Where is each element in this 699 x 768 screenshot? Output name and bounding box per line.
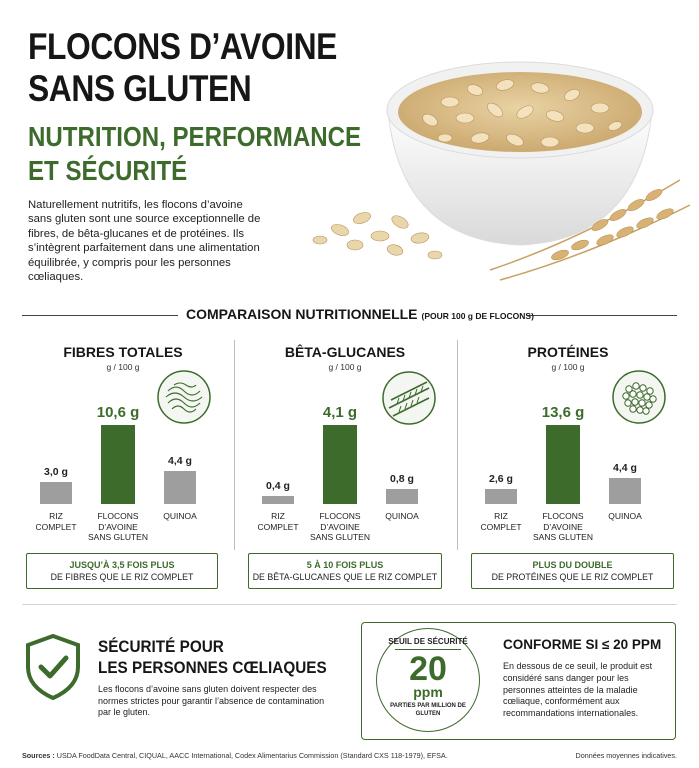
footer-note: Données moyennes indicatives. [575, 751, 677, 760]
intro-text: Naturellement nutritifs, les flocons d’avoine sans gluten sont une source exceptionnelle de fibres, de bêta-glucanes et de protéines. Ils s’intègrent parfaitement dans une alimentation équilibrée, y compris pour les personnes cœliaques. [28, 199, 261, 284]
category-label [145, 511, 215, 522]
bar-flocons-avoine [101, 425, 135, 504]
callout-proteines: PLUS DU DOUBLE DE PROTÉINES QUE LE RIZ COMPLET [471, 553, 674, 589]
data-label: 4,4 g [613, 462, 637, 475]
chart-unit: g / 100 g [106, 362, 140, 372]
chart-title: FIBRES TOTALES [63, 344, 183, 360]
category-label [367, 511, 437, 522]
category-label-line: RIZ [494, 511, 508, 521]
category-label-line: QUINOA [608, 511, 642, 521]
data-label: 3,0 g [44, 465, 68, 478]
category-label [528, 511, 598, 543]
data-label: 2,6 g [489, 472, 513, 485]
category-label [83, 511, 153, 543]
category-label [21, 511, 91, 532]
category-label-line: SANS GLUTEN [88, 532, 148, 542]
threshold-unit: ppm [413, 684, 443, 700]
threshold-foot: PARTIES PAR MILLION DE GLUTEN [390, 703, 466, 717]
section-rule-left [22, 315, 178, 316]
compliance-title: CONFORME SI ≤ 20 PPM [503, 637, 662, 652]
section-rule-right [527, 315, 677, 316]
category-label [466, 511, 536, 532]
chart-title: BÊTA-GLUCANES [284, 344, 406, 360]
safety-text: Les flocons d’avoine sans gluten doivent respecter des normes strictes pour garantir l’absence de contamination par le gluten. [98, 684, 325, 717]
bar-riz-complet [262, 496, 294, 504]
threshold-value: 20 [409, 650, 447, 688]
bar-quinoa [386, 489, 418, 504]
bar-flocons-avoine [546, 425, 580, 504]
data-label: 0,8 g [390, 472, 414, 485]
page-subtitle: NUTRITION, PERFORMANCE ET SÉCURITÉ [28, 121, 362, 186]
bar-flocons-avoine [323, 425, 357, 504]
shield-check-icon [24, 633, 82, 701]
category-label-line: RIZ [271, 511, 285, 521]
section-divider [22, 604, 677, 605]
category-label-line: D’AVOINE [543, 521, 583, 532]
data-label: 0,4 g [266, 480, 290, 493]
category-label-line: COMPLET [480, 521, 522, 532]
category-label [590, 511, 660, 522]
callout-fibres: JUSQU’À 3,5 FOIS PLUS DE FIBRES QUE LE RIZ COMPLET [26, 553, 218, 589]
safety-title: SÉCURITÉ POUR LES PERSONNES CŒLIAQUES [98, 637, 327, 677]
chart-unit: g / 100 g [328, 362, 362, 372]
oat-bowl-illustration [300, 40, 699, 300]
category-label-line: FLOCONS [319, 511, 361, 521]
chart-title: PROTÉINES [527, 344, 609, 360]
category-label-line: QUINOA [385, 511, 419, 521]
category-label-line: QUINOA [163, 511, 197, 521]
bar-riz-complet [40, 482, 72, 504]
compliance-text: En dessous de ce seuil, le produit est considéré sans danger pour les personnes atteintes de la maladie cœliaque, conformément aux recommandations internationales. [503, 661, 653, 719]
comparison-heading: COMPARAISON NUTRITIONNELLE (POUR 100 g DE FLOCONS) [186, 306, 534, 322]
data-label: 10,6 g [96, 404, 140, 422]
data-label: 13,6 g [541, 403, 585, 421]
data-label: 4,1 g [322, 404, 358, 422]
category-label-line: D’AVOINE [320, 521, 360, 532]
chart-unit: g / 100 g [551, 362, 585, 372]
bar-riz-complet [485, 489, 517, 504]
threshold-badge [376, 628, 480, 732]
category-label-line: FLOCONS [542, 511, 584, 521]
category-label-line: RIZ [49, 511, 63, 521]
page-title: FLOCONS D’AVOINE SANS GLUTEN [28, 26, 337, 109]
bar-quinoa [164, 471, 196, 504]
category-label [305, 511, 375, 543]
bar-quinoa [609, 478, 641, 504]
category-label [243, 511, 313, 532]
category-label-line: SANS GLUTEN [310, 532, 370, 542]
category-label-line: COMPLET [35, 521, 77, 532]
callout-beta-glucanes: 5 À 10 FOIS PLUS DE BÊTA-GLUCANES QUE LE RIZ COMPLET [248, 553, 442, 589]
sources: Sources : USDA FoodData Central, CIQUAL, AACC International, Codex Alimentarius Commission (Standard CXS 118-1979), EFSA. [22, 751, 448, 760]
data-label: 4,4 g [168, 455, 192, 468]
category-label-line: D’AVOINE [98, 521, 138, 532]
threshold-label: SEUIL DE SÉCURITÉ [388, 637, 468, 646]
category-label-line: SANS GLUTEN [533, 532, 593, 542]
category-label-line: COMPLET [257, 521, 299, 532]
category-label-line: FLOCONS [97, 511, 139, 521]
